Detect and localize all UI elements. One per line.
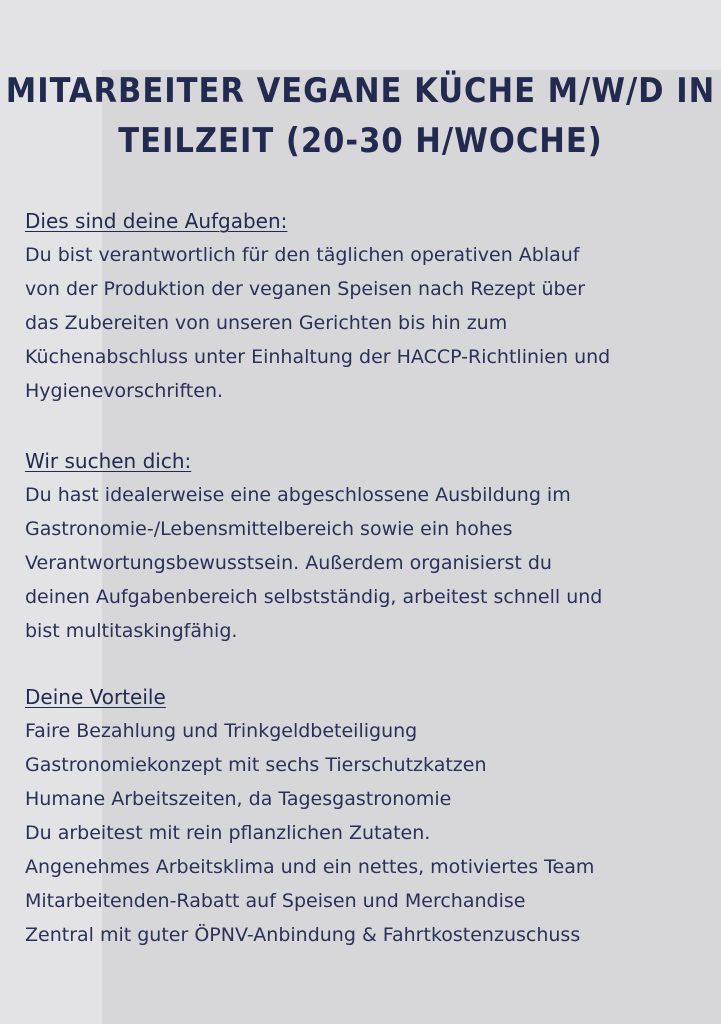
text-line: Gastronomie-/Lebensmittelbereich sowie ein hohes: [25, 518, 513, 540]
section-wir-suchen: [25, 444, 705, 648]
list-item: Gastronomiekonzept mit sechs Tierschutzkatzen: [25, 754, 487, 776]
text-line: Hygienevorschriften.: [25, 380, 224, 402]
list-item: Faire Bezahlung und Trinkgeldbeteiligung: [25, 720, 418, 742]
aufgaben-text: [25, 238, 705, 408]
section-vorteile: [25, 680, 705, 952]
wir-suchen-text: [25, 478, 705, 648]
section-heading-wir-suchen: Wir suchen dich:: [25, 449, 192, 473]
vorteile-list: [25, 714, 705, 952]
text-line: von der Produktion der veganen Speisen nach Rezept über: [25, 278, 586, 300]
text-line: Verantwortungsbewusstsein. Außerdem organisierst du: [25, 552, 552, 574]
list-item: Humane Arbeitszeiten, da Tagesgastronomie: [25, 788, 452, 810]
text-line: bist multitaskingfähig.: [25, 620, 238, 642]
text-line: Küchenabschluss unter Einhaltung der HACCP-Richtlinien und: [25, 346, 611, 368]
list-item: Angenehmes Arbeitsklima und ein nettes, motiviertes Team: [25, 856, 595, 878]
list-item: Du arbeitest mit rein pflanzlichen Zutaten.: [25, 822, 431, 844]
page-title: MITARBEITER VEGANE KÜCHE M/W/D IN TEILZEIT (20-30 H/WOCHE): [5, 71, 716, 161]
list-item: Zentral mit guter ÖPNV-Anbindung & Fahrtkostenzuschuss: [25, 924, 581, 946]
section-heading-vorteile: Deine Vorteile: [25, 685, 166, 709]
text-line: das Zubereiten von unseren Gerichten bis hin zum: [25, 312, 508, 334]
section-aufgaben: [25, 204, 705, 408]
list-item: Mitarbeitenden-Rabatt auf Speisen und Merchandise: [25, 890, 526, 912]
text-line: Du bist verantwortlich für den täglichen operativen Ablauf: [25, 244, 580, 266]
text-line: deinen Aufgabenbereich selbstständig, arbeitest schnell und: [25, 586, 603, 608]
text-line: Du hast idealerweise eine abgeschlossene Ausbildung im: [25, 484, 571, 506]
section-heading-aufgaben: Dies sind deine Aufgaben:: [25, 209, 288, 233]
